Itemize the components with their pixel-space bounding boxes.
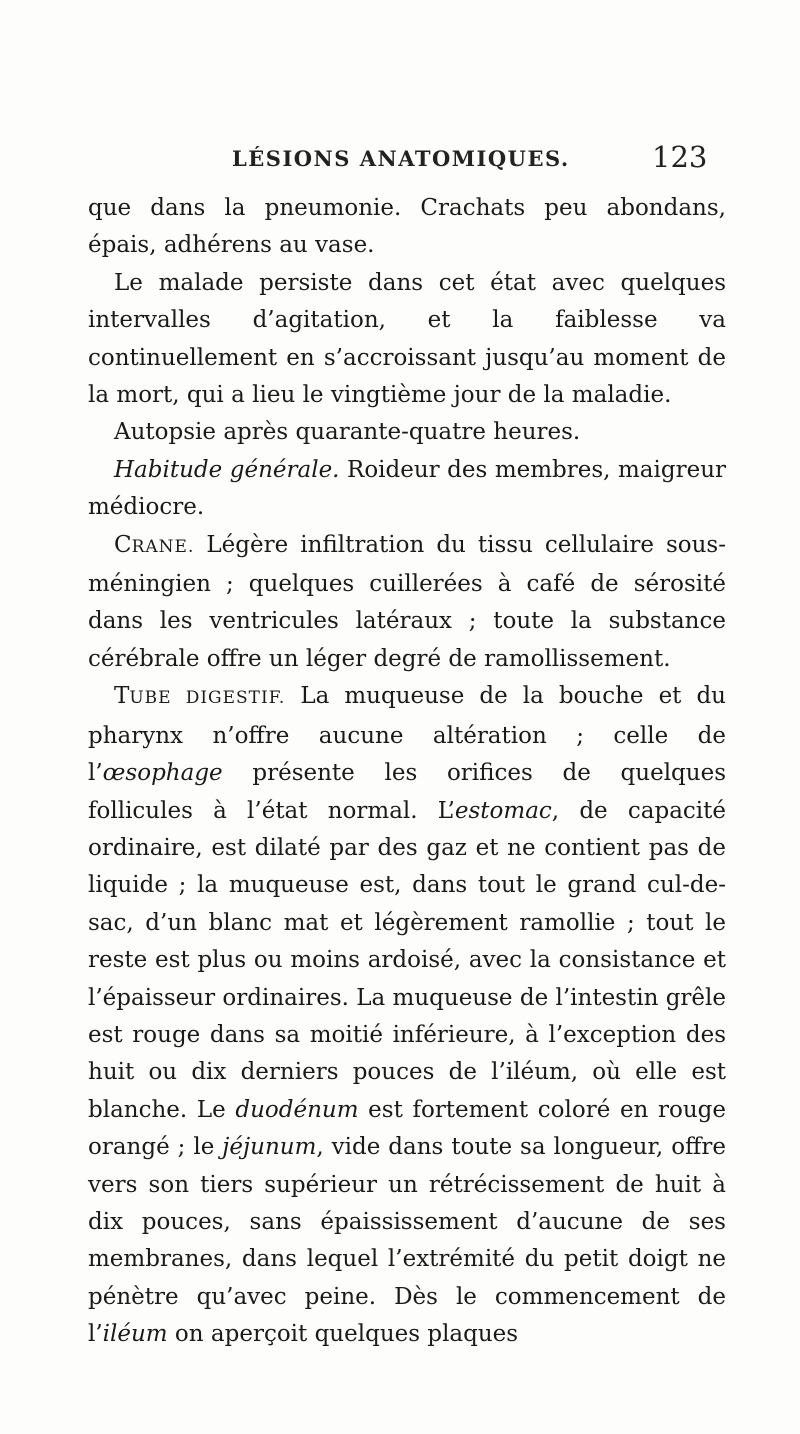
term-jejunum: jéjunum [222,1134,317,1161]
paragraph-tube-digestif [88,678,726,1353]
paragraph-3 [88,414,726,451]
term-oesophage: œsophage [102,760,223,787]
paragraph-1-text: que dans la pneumonie. Crachats peu abondans, épais, adhérens au vase. [88,195,726,259]
paragraph-crane [88,527,726,679]
paragraph-3-text: Autopsie après quarante-quatre heures. [114,419,581,446]
paragraph-2 [88,265,726,415]
tube-text-f: on aperçoit quelques plaques [167,1321,519,1348]
paragraph-1 [88,190,726,265]
tube-text-d: est fortement coloré en rouge orangé ; le [88,1096,726,1161]
tube-text-c: , de capacité ordinaire, est dilaté par des gaz et ne contient pas de liquide ; la muqueuse est, dans tout le grand cul-de-sac, d’un blanc mat et légèrement ramollie ; tout le reste est plus ou moins ardoisé, avec la consistance et l’épaisseur ordinaires. La muqueuse de l’intestin grêle est rouge dans sa moitié inférieure, à l’exception des huit ou dix derniers pouces de l’iléum, où elle est blanche. Le [88,797,727,1123]
section-heading-crane: RANE. [131,536,195,557]
paragraph-habitude-text: Roideur des membres, maigreur médiocre. [88,456,727,521]
section-heading-crane-initial: C [114,531,132,558]
section-heading-habitude: Habitude générale. [114,456,340,483]
paragraph-habitude [88,452,726,527]
paragraph-2-text: Le malade persiste dans cet état avec quelques intervalles d’agitation, et la faiblesse va continuellement en s’accroissant jusqu’au moment de la mort, qui a lieu le vingtième jour de la maladie. [88,269,726,409]
section-heading-tube-initial: T [114,683,130,710]
tube-text-b: présente les orifices de quelques follicules à l’état normal. L’ [88,760,726,824]
running-title: LÉSIONS ANATOMIQUES. [232,146,570,171]
tube-text-a: La muqueuse de la bouche et du pharynx n’offre aucune altération ; celle de l’ [88,683,726,787]
body-text [88,190,726,1354]
page-number: 123 [652,140,708,174]
term-duodenum: duodénum [235,1096,359,1123]
term-estomac: estomac [454,797,552,824]
running-head [0,138,800,178]
tube-text-e: , vide dans toute sa longueur, offre vers son tiers supérieur un rétrécissement de huit à dix pouces, sans épaississement d’aucune de ses membranes, dans lequel l’extrémité du petit doigt ne pénètre qu’avec peine. Dès le commencement de l’ [88,1134,726,1348]
section-heading-tube-digestif: UBE DIGESTIF. [129,688,286,709]
term-ileum: iléum [102,1321,168,1348]
paragraph-crane-text: Légère infiltration du tissu cellulaire sous-méningien ; quelques cuillerées à café de sérosité dans les ventricules latéraux ; toute la substance cérébrale offre un léger degré de ramollissement. [88,531,726,672]
